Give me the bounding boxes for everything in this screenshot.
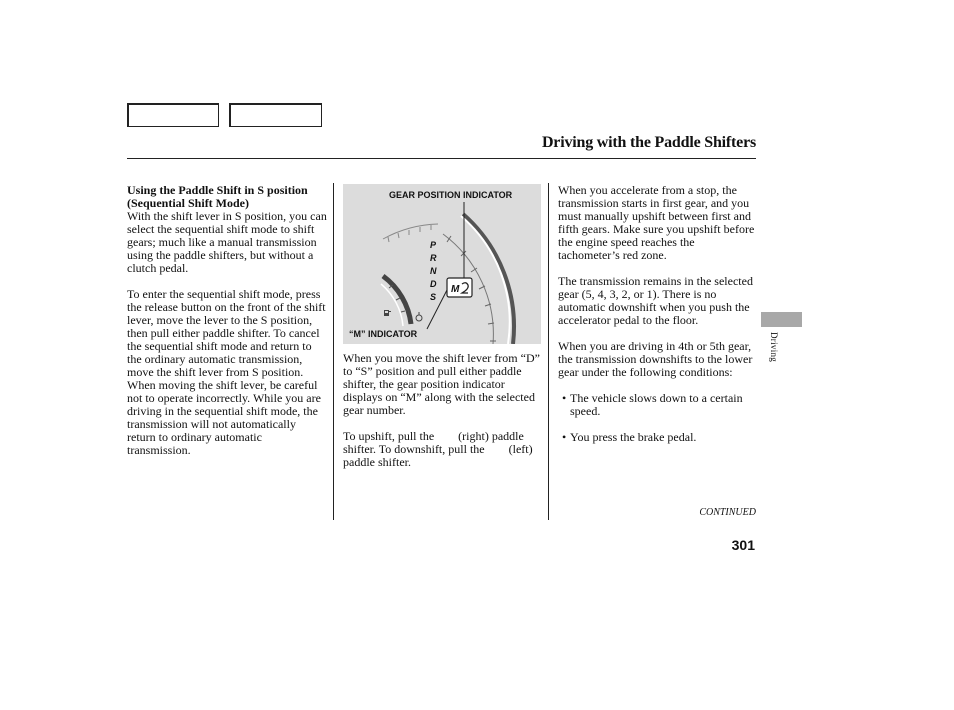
gear-letter-r: R	[430, 253, 437, 263]
continued-label: CONTINUED	[699, 507, 756, 518]
downshift-text: (right) paddle shifter. To downshift, pull the	[343, 429, 524, 456]
m-indicator-glyph: M	[451, 284, 460, 295]
paragraph	[343, 430, 541, 469]
gear-letter-d: D	[430, 279, 437, 289]
fuel-pump-icon	[384, 310, 391, 316]
paragraph: To enter the sequential shift mode, press the release button on the front of the shift lever, move the lever to the S position, then pull either paddle shifter. To cancel the sequential shift mode and return to the ordinary automatic transmission, move the shift lever from S position. When moving the shift lever, be careful not to operate incorrectly. While you are driving in the sequential shift mode, the transmission will not automatically return to ordinary automatic transmission.	[127, 287, 326, 457]
gear-letter-p: P	[430, 240, 437, 250]
title-divider	[127, 158, 756, 159]
page-title: Driving with the Paddle Shifters	[541, 134, 756, 151]
section-tab[interactable]	[761, 312, 802, 327]
speedometer-top-arc	[383, 224, 438, 239]
main-menu-button[interactable]	[127, 103, 219, 127]
paragraph: When you are driving in 4th or 5th gear, the transmission downshifts to the lower gear under the following conditions:	[558, 339, 753, 379]
page-number: 301	[731, 537, 755, 553]
column-right	[558, 184, 756, 457]
paragraph: The transmission remains in the selected gear (5, 4, 3, 2, or 1). There is no automatic downshift when you push the accelerator pedal to the floor.	[558, 274, 753, 327]
column-left	[127, 184, 327, 470]
column-divider-1	[333, 183, 334, 520]
gear-letter-n: N	[430, 266, 437, 276]
index-button[interactable]	[229, 103, 322, 127]
column-divider-2	[548, 183, 549, 520]
downshift-end-text: (left) paddle shifter.	[343, 442, 533, 469]
section-subheading: Using the Paddle Shift in S position (Sequential Shift Mode)	[127, 183, 308, 210]
gear-position-indicator-label: GEAR POSITION INDICATOR	[389, 190, 513, 200]
temperature-icon	[416, 312, 422, 321]
bullet-item: • You press the brake pedal.	[558, 431, 756, 444]
gauge-illustration	[343, 184, 541, 344]
section-tab-label: Driving	[769, 332, 779, 363]
paragraph: With the shift lever in S position, you can select the sequential shift mode to shift gears; much like a manual transmission using the paddle shifters, but without a clutch pedal.	[127, 209, 327, 275]
gear-letter-s: S	[430, 292, 437, 302]
upshift-text: To upshift, pull the	[343, 429, 435, 443]
column-middle	[343, 352, 541, 482]
paragraph: When you accelerate from a stop, the transmission starts in first gear, and you must manually upshift between first and fifth gears. Make sure you upshift before the engine speed reaches the tachometer’s red zone.	[558, 183, 755, 262]
paragraph: When you move the shift lever from “D” to “S” position and pull either paddle shifter, the gear position indicator displays on “M” along with the selected gear number.	[343, 351, 540, 417]
m-indicator-label: “M” INDICATOR	[349, 329, 418, 339]
instrument-cluster-figure	[343, 184, 541, 344]
bullet-item: • The vehicle slows down to a certain speed.	[558, 392, 756, 418]
